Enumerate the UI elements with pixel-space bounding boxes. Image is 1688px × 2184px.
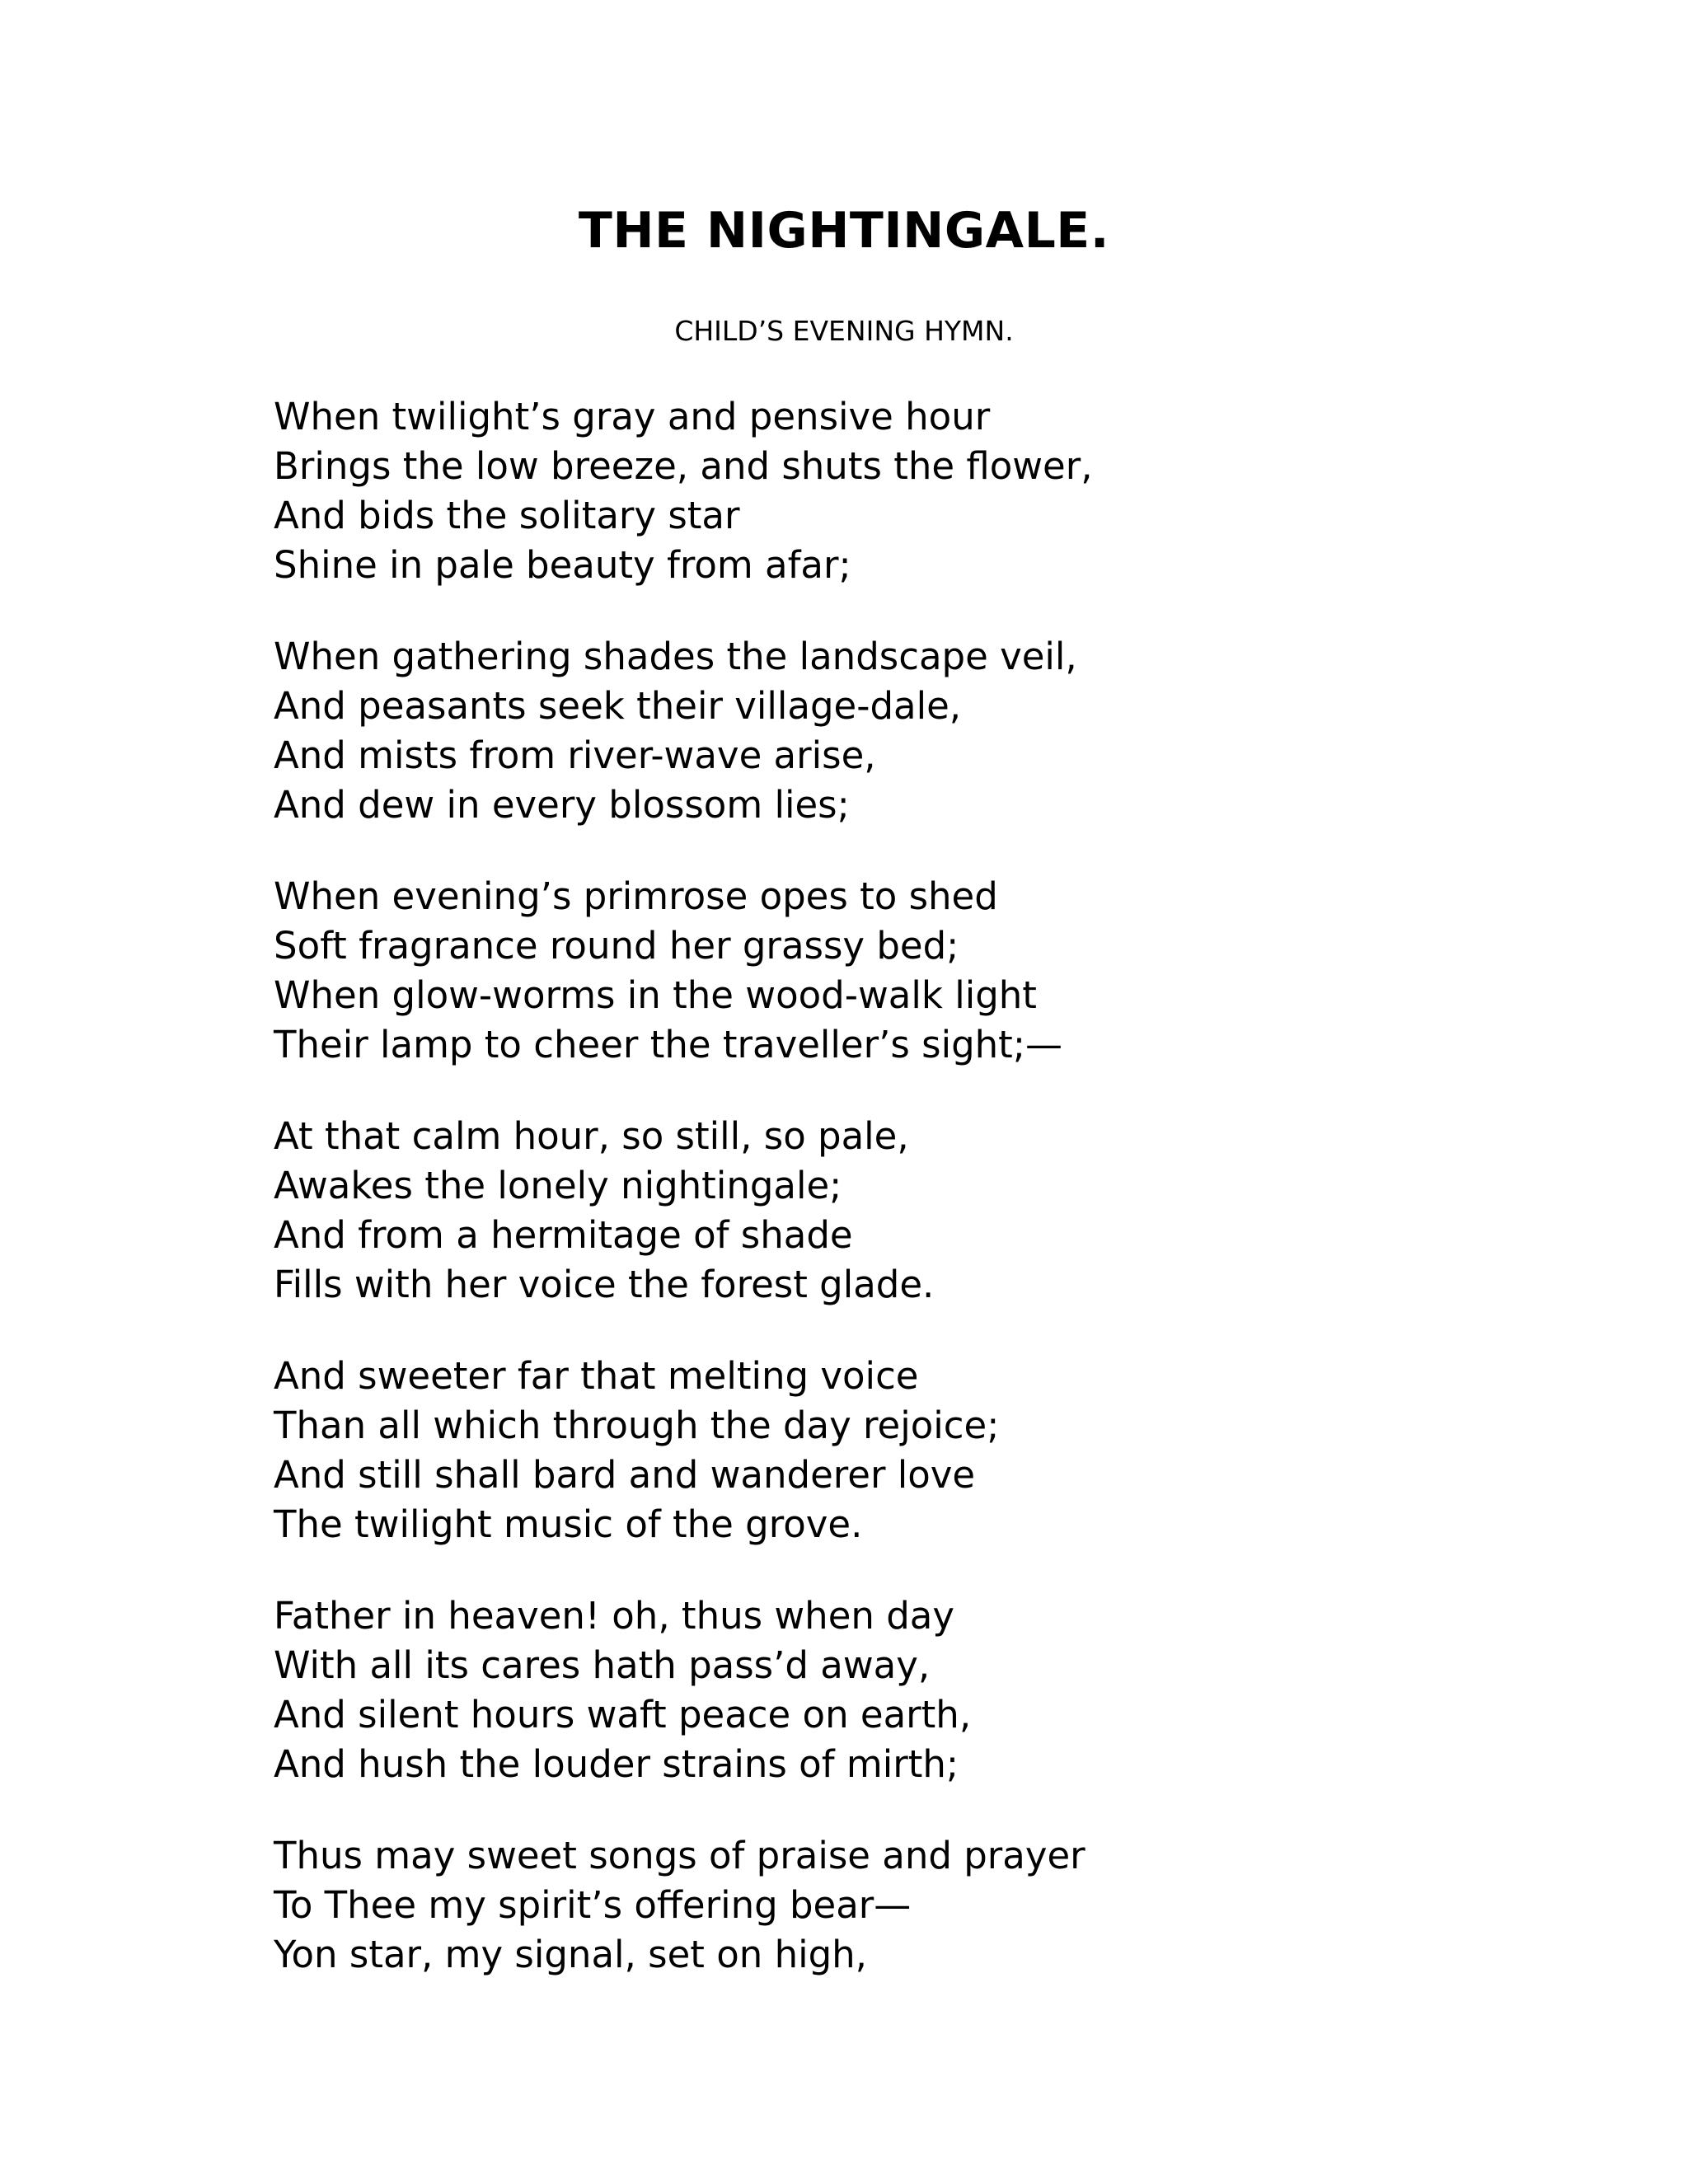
stanza-6 [274, 1591, 1510, 1789]
stanza-3 [274, 872, 1510, 1070]
poem-body [274, 392, 1510, 2022]
stanza-1 [274, 392, 1510, 590]
poem-line: Than all which through the day rejoice; [274, 1404, 1000, 1447]
poem-line: Yon star, my signal, set on high, [274, 1933, 867, 1976]
poem-line: Thus may sweet songs of praise and prayer [274, 1834, 1085, 1877]
poem-line: And from a hermitage of shade [274, 1213, 853, 1257]
poem-line: When twilight’s gray and pensive hour [274, 395, 991, 438]
poem-subtitle: CHILD’S EVENING HYMN. [674, 315, 1014, 347]
poem-line: And hush the louder strains of mirth; [274, 1742, 959, 1786]
poem-line: When evening’s primrose opes to shed [274, 874, 998, 918]
poem-line: Their lamp to cheer the traveller’s sight;— [274, 1023, 1062, 1066]
stanza-2 [274, 632, 1510, 830]
poem-line: Soft fragrance round her grassy bed; [274, 924, 959, 968]
poem-line: And silent hours waft peace on earth, [274, 1693, 972, 1736]
poem-line: When glow-worms in the wood-walk light [274, 973, 1037, 1017]
poem-line: Brings the low breeze, and shuts the flower, [274, 444, 1093, 488]
poem-line: And still shall bard and wanderer love [274, 1453, 976, 1497]
poem-line: To Thee my spirit’s offering bear— [274, 1883, 912, 1927]
poem-line: The twilight music of the grove. [274, 1502, 863, 1546]
stanza-5 [274, 1352, 1510, 1549]
poem-line: Father in heaven! oh, thus when day [274, 1594, 954, 1638]
poem-line: With all its cares hath pass’d away, [274, 1643, 931, 1687]
poem-line: Shine in pale beauty from afar; [274, 543, 851, 587]
poem-line: And sweeter far that melting voice [274, 1354, 919, 1398]
poem-line: Awakes the lonely nightingale; [274, 1164, 842, 1207]
poem-line: And bids the solitary star [274, 494, 740, 537]
poem-line: Fills with her voice the forest glade. [274, 1263, 935, 1306]
stanza-4 [274, 1112, 1510, 1310]
poem-line: At that calm hour, so still, so pale, [274, 1114, 909, 1158]
poem-line: And dew in every blossom lies; [274, 783, 850, 827]
poem-line: And mists from river-wave arise, [274, 733, 876, 777]
poem-line: And peasants seek their village-dale, [274, 684, 962, 728]
stanza-7 [274, 1831, 1510, 1980]
poem-title: THE NIGHTINGALE. [578, 202, 1110, 260]
poem-line: When gathering shades the landscape veil, [274, 635, 1077, 678]
